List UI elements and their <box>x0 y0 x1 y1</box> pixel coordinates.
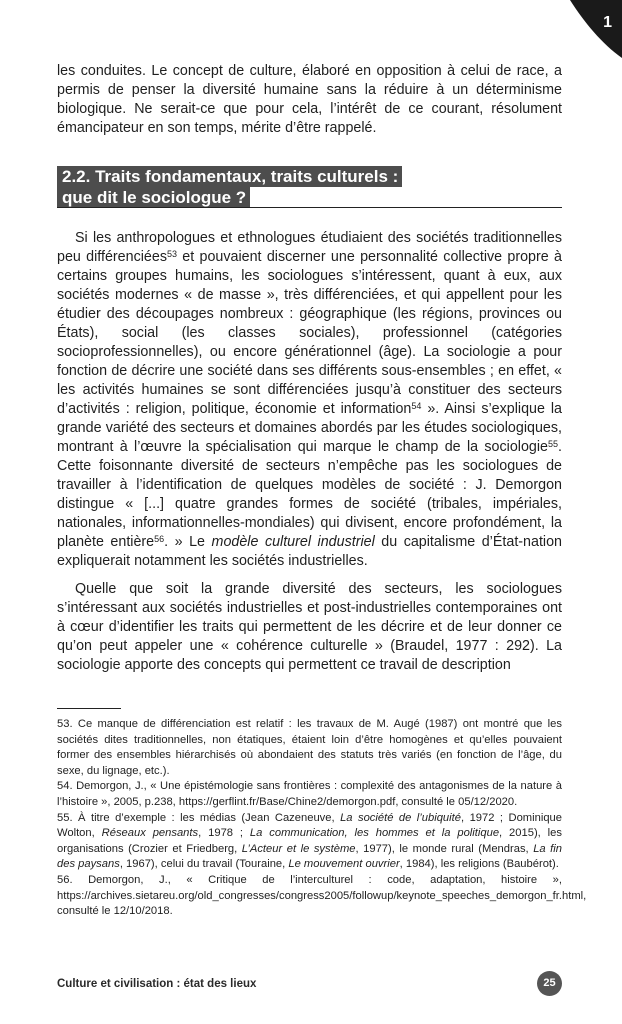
footnote-56: 56. Demorgon, J., « Critique de l’interculturel : code, adaptation, histoire », https://archives.sietareu.org/old_congresses/congress2005/followup/keynote_speeches_demorgon_fr.html, consulté le 12/10/2018. <box>57 873 587 918</box>
section-heading <box>57 166 562 208</box>
intro-paragraph: les conduites. Le concept de culture, élaboré en opposition à celui de race, a permis de penser la diversité humaine sans la réduire à un déterminisme biologique. Ne serait-ce que pour cela, l’intérêt de ce courant, résolument émancipateur en son temps, mérite d’être rappelé. <box>57 63 562 136</box>
fn55-title: Réseaux pensants <box>101 827 199 840</box>
fn55-title: La communication, les hommes et la politique <box>249 827 500 840</box>
p1-text-b: et pouvaient discerner une personnalité collective propre à certains groupes humains, les sociologues s’intéressent, quant à eux, aux sociétés modernes « de masse », très différenciées, et qui appellent pour les étudier des découpages nombreux : géographique (les régions, provinces ou États), social (les classes sociales), professionnel (catégories socioprofessionnelles), ou encore générationnel (âge). La sociologie a pour fonction de décrire une société dans ses différents sous-ensembles ; en effet, « les activités humaines se sont différenciées jusqu’à constituer des secteurs d’activités : religion, politique, économie et information <box>57 249 562 417</box>
chapter-tab-shape <box>562 0 622 58</box>
p1-text-a: Si les anthropologues et ethnologues étudiaient des sociétés traditionnelles peu différenciées <box>57 230 562 265</box>
p1-text-c: ». Ainsi s’explique la grande variété des secteurs et domaines abordés par les études sociologiques, montrant à l’œuvre la spécialisation qui marque le champ de la sociologie <box>57 401 562 455</box>
p1-text-d: . Cette foisonnante diversité de secteurs n’empêche pas les sociologues de travailler à l’identification de quelques modèles de société : J. Demorgon distingue « [...] quatre grandes formes de société (tribales, impériales, nationales, informationnelles-mondiales) qui divisent, encore profondément, la planète entière <box>57 439 562 550</box>
page-number-badge: 25 <box>537 971 562 996</box>
p1-italic-term: modèle culturel industriel <box>211 534 375 550</box>
intro-paragraph-block <box>57 62 562 138</box>
footnote-55 <box>57 811 562 873</box>
p1-text-f: du capitalisme d’État-nation expliquerait notamment les sociétés industrielles. <box>57 534 563 569</box>
footnote-ref-56[interactable]: 56 <box>154 534 165 544</box>
running-footer-title: Culture et civilisation : état des lieux <box>57 978 257 990</box>
footnote-rule <box>57 708 121 709</box>
section-heading-line1: 2.2. Traits fondamentaux, traits culturels : <box>57 166 402 187</box>
fn55-text: , 1972 ; Dominique Wolton, <box>57 811 562 840</box>
chapter-tab <box>562 0 622 58</box>
fn55-title: L’Acteur et le système <box>241 842 356 855</box>
fn55-text: , 1967), celui du travail (Touraine, <box>119 858 289 871</box>
footnote-ref-54[interactable]: 54 <box>411 401 422 411</box>
footnote-ref-53[interactable]: 53 <box>166 249 177 259</box>
fn55-text: 55. À titre d’exemple : les médias (Jean Cazeneuve, <box>57 811 341 824</box>
fn55-text: , 1977), le monde rural (Mendras, <box>355 842 534 855</box>
footnote-54: 54. Demorgon, J., « Une épistémologie sans frontières : complexité des antagonismes de la nature à l’histoire », 2005, p.238, https://gerflint.fr/Base/Chine2/demorgon.pdf, consulté le 05/12/2020. <box>57 780 562 808</box>
fn55-text: , 1978 ; <box>198 827 250 840</box>
section-heading-line2: que dit le sociologue ? <box>57 187 250 208</box>
fn55-text: , 2015), les organisations (Crozier et Friedberg, <box>57 827 562 855</box>
section-rule <box>57 207 562 208</box>
footnote-53: 53. Ce manque de différenciation est relatif : les travaux de M. Augé (1987) ont montré que les sociétés dites traditionnelles, non étatiques, étaient loin d’être homogènes et qu’elles pouvaient former des ensembles hiérarchisés où abondaient des statuts très variés (en fonction de l’âge, du sexe, du lignage, etc.). <box>57 718 562 777</box>
paragraph-2-block <box>57 580 562 675</box>
fn55-title: La société de l’ubiquité <box>340 811 461 824</box>
footnotes <box>57 717 587 920</box>
chapter-number: 1 <box>603 14 612 31</box>
paragraph-1 <box>57 229 562 571</box>
fn55-title: Le mouvement ouvrier <box>288 858 400 871</box>
paragraph-1-block <box>57 229 562 571</box>
fn55-title: La fin des paysans <box>57 842 562 871</box>
footnote-ref-55[interactable]: 55 <box>548 439 559 449</box>
p1-text-e: . » Le <box>164 534 212 550</box>
paragraph-2: Quelle que soit la grande diversité des secteurs, les sociologues s’intéressant aux sociétés industrielles et post-industrielles contemporaines ont à cœur d’identifier les traits qui permettent de les décrire et de leur donner ce qu’on peut appeler une « cohérence culturelle » (Braudel, 1977 : 292). La sociologie apporte des concepts qui permettent ce travail de description <box>57 581 562 673</box>
fn55-text: , 1984), les religions (Baubérot). <box>399 858 559 871</box>
